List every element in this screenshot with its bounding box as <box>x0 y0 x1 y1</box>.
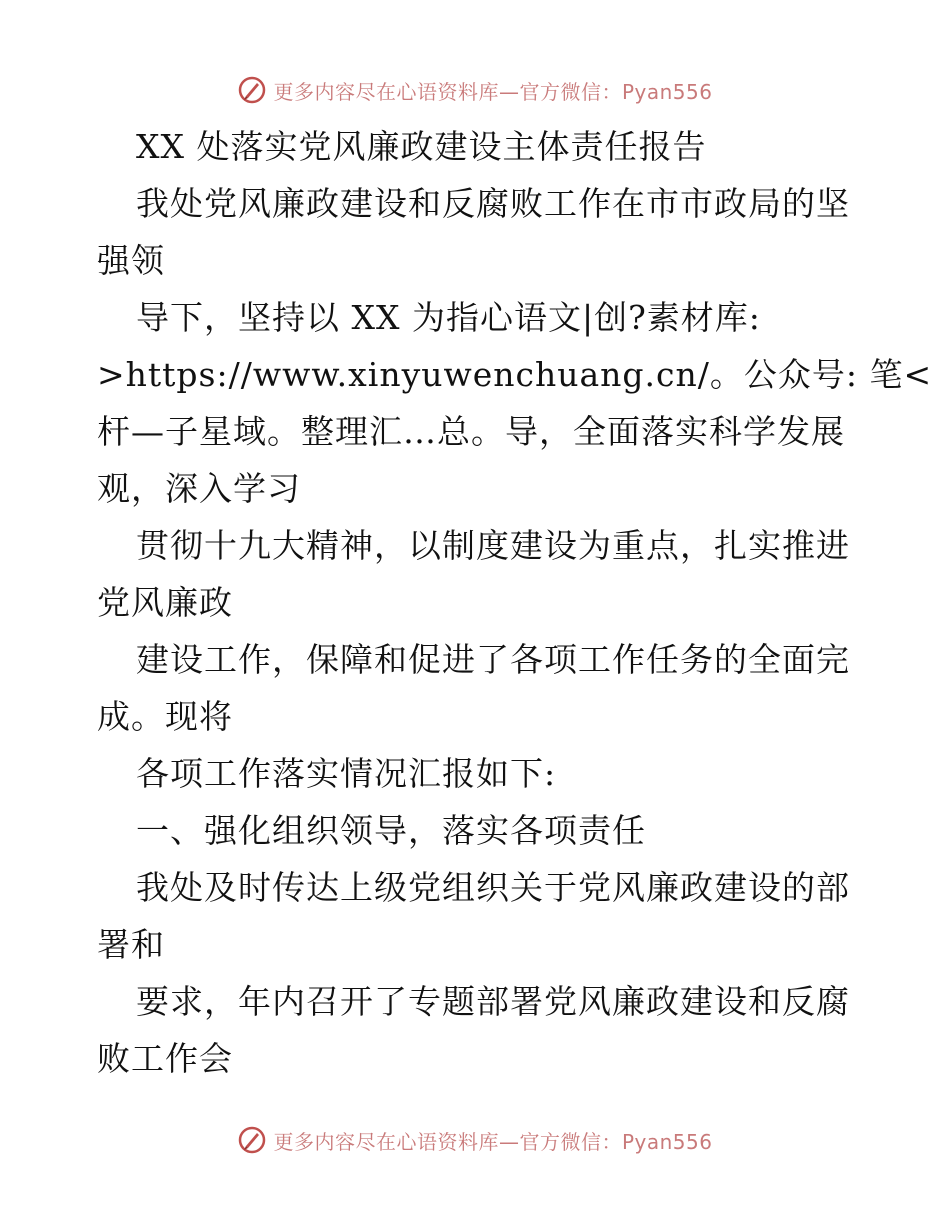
section-heading: 一、强化组织领导，落实各项责任 <box>136 811 646 850</box>
paragraph-line: 观，深入学习 <box>97 469 301 508</box>
paragraph-line: 杆—子星域。整理汇…总。导，全面落实科学发展 <box>97 412 845 451</box>
paragraph-line: 败工作会 <box>97 1039 233 1078</box>
paragraph-line: 建设工作，保障和促进了各项工作任务的全面完 <box>136 640 850 679</box>
quill-pen-logo-icon <box>237 1125 267 1155</box>
paragraph-line: 导下，坚持以 XX 为指心语文|创?素材库: <box>136 298 761 337</box>
paragraph-line: 贯彻十九大精神，以制度建设为重点，扎实推进 <box>136 526 850 565</box>
paragraph-line: 我处及时传达上级党组织关于党风廉政建设的部 <box>136 868 850 907</box>
document-title: XX 处落实党风廉政建设主体责任报告 <box>136 127 707 166</box>
paragraph-line: 各项工作落实情况汇报如下: <box>136 754 557 793</box>
paragraph-line: 成。现将 <box>97 697 233 736</box>
header-banner-text: 更多内容尽在心语资料库—官方微信：Pyan556 <box>273 79 713 104</box>
paragraph-line: 我处党风廉政建设和反腐败工作在市市政局的坚 <box>136 184 850 223</box>
header-banner <box>0 70 950 110</box>
document-body <box>97 118 933 1087</box>
paragraph-line: >https://www.xinyuwenchuang.cn/。公众号: 笔< <box>97 355 933 394</box>
paragraph-line: 强领 <box>97 241 165 280</box>
footer-banner <box>0 1120 950 1160</box>
paragraph-line: 要求，年内召开了专题部署党风廉政建设和反腐 <box>136 982 850 1021</box>
quill-pen-logo-icon <box>237 75 267 105</box>
paragraph-line: 署和 <box>97 925 165 964</box>
footer-banner-text: 更多内容尽在心语资料库—官方微信：Pyan556 <box>273 1129 713 1154</box>
paragraph-line: 党风廉政 <box>97 583 233 622</box>
